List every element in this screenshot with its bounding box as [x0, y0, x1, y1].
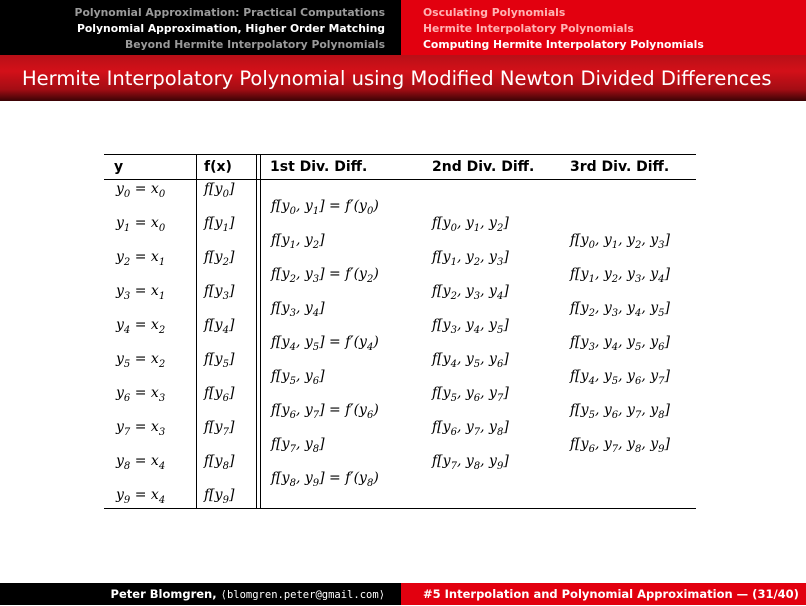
fx-cell: $f[y_8]$	[204, 453, 235, 472]
slide-title: Hermite Interpolatory Polynomial using Modified Newton Divided Differences	[22, 67, 772, 90]
fx-cell: $f[y_1]$	[204, 215, 235, 234]
header-third-diff: 3rd Div. Diff.	[570, 159, 670, 175]
third-diff-cell: $f[y_4$, $y_5$, $y_6$, $y_7$]	[570, 368, 670, 387]
y-cell: $y_3 = x_1$	[116, 283, 166, 302]
first-diff-cell: $f[y_0$, $y_1] = f'(y_0)$	[271, 198, 379, 217]
first-diff-cell: $f[y_2$, $y_3] = f'(y_2)$	[271, 266, 379, 285]
y-cell: $y_8 = x_4$	[116, 453, 166, 472]
fx-cell: $f[y_2]$	[204, 249, 235, 268]
first-diff-cell: $f[y_5$, $y_6$]	[271, 368, 325, 387]
first-diff-cell: $f[y_1$, $y_2$]	[271, 232, 325, 251]
column-divider	[196, 154, 197, 509]
y-cell: $y_7 = x_3$	[116, 419, 166, 438]
y-cell: $y_2 = x_1$	[116, 249, 166, 268]
nav-section-3[interactable]: Beyond Hermite Interpolatory Polynomials	[125, 38, 385, 51]
header-second-diff: 2nd Div. Diff.	[432, 159, 535, 175]
fx-cell: $f[y_0]$	[204, 181, 235, 200]
header-navigation	[0, 0, 806, 55]
column-divider	[256, 154, 257, 509]
slide-title-bar	[0, 55, 806, 101]
second-diff-cell: $f[y_4$, $y_5$, $y_6$]	[432, 351, 509, 370]
second-diff-cell: $f[y_1$, $y_2$, $y_3$]	[432, 249, 509, 268]
author-email: ⟨blomgren.peter@gmail.com⟩	[220, 589, 385, 601]
third-diff-cell: $f[y_2$, $y_3$, $y_4$, $y_5$]	[570, 300, 670, 319]
nav-section-1[interactable]: Polynomial Approximation: Practical Computations	[74, 6, 385, 19]
fx-cell: $f[y_6]$	[204, 385, 235, 404]
second-diff-cell: $f[y_5$, $y_6$, $y_7$]	[432, 385, 509, 404]
footer-lecture-info: #5 Interpolation and Polynomial Approximation — (31/40)	[401, 583, 806, 605]
fx-cell: $f[y_4]$	[204, 317, 235, 336]
author-name: Peter Blomgren,	[110, 587, 217, 601]
table-header-rule	[104, 179, 696, 180]
nav-subsection-3-current[interactable]: Computing Hermite Interpolatory Polynomials	[423, 38, 704, 51]
y-cell: $y_9 = x_4$	[116, 487, 166, 506]
footer-author	[0, 583, 401, 605]
third-diff-cell: $f[y_0$, $y_1$, $y_2$, $y_3$]	[570, 232, 670, 251]
subsection-nav	[401, 0, 806, 55]
table-bottom-rule	[104, 508, 696, 509]
first-diff-cell: $f[y_4$, $y_5] = f'(y_4)$	[271, 334, 379, 353]
nav-section-2-current[interactable]: Polynomial Approximation, Higher Order Matching	[76, 22, 385, 35]
table-top-rule	[104, 154, 696, 155]
second-diff-cell: $f[y_2$, $y_3$, $y_4$]	[432, 283, 509, 302]
fx-cell: $f[y_7]$	[204, 419, 235, 438]
fx-cell: $f[y_9]$	[204, 487, 235, 506]
fx-cell: $f[y_3]$	[204, 283, 235, 302]
footer	[0, 583, 806, 605]
divided-difference-table	[104, 154, 696, 509]
second-diff-cell: $f[y_0$, $y_1$, $y_2$]	[432, 215, 509, 234]
y-cell: $y_5 = x_2$	[116, 351, 166, 370]
header-first-diff: 1st Div. Diff.	[270, 159, 368, 175]
third-diff-cell: $f[y_3$, $y_4$, $y_5$, $y_6$]	[570, 334, 670, 353]
y-cell: $y_4 = x_2$	[116, 317, 166, 336]
second-diff-cell: $f[y_7$, $y_8$, $y_9$]	[432, 453, 509, 472]
second-diff-cell: $f[y_3$, $y_4$, $y_5$]	[432, 317, 509, 336]
y-cell: $y_0 = x_0$	[116, 181, 166, 200]
section-nav	[0, 0, 401, 55]
nav-subsection-1[interactable]: Osculating Polynomials	[423, 6, 566, 19]
first-diff-cell: $f[y_8$, $y_9] = f'(y_8)$	[271, 470, 379, 489]
nav-subsection-2[interactable]: Hermite Interpolatory Polynomials	[423, 22, 634, 35]
third-diff-cell: $f[y_5$, $y_6$, $y_7$, $y_8$]	[570, 402, 670, 421]
column-divider	[260, 154, 261, 509]
first-diff-cell: $f[y_7$, $y_8$]	[271, 436, 325, 455]
y-cell: $y_1 = x_0$	[116, 215, 166, 234]
third-diff-cell: $f[y_6$, $y_7$, $y_8$, $y_9$]	[570, 436, 670, 455]
header-fx: f(x)	[204, 159, 232, 175]
first-diff-cell: $f[y_3$, $y_4$]	[271, 300, 325, 319]
header-y: y	[114, 159, 124, 175]
third-diff-cell: $f[y_1$, $y_2$, $y_3$, $y_4$]	[570, 266, 670, 285]
second-diff-cell: $f[y_6$, $y_7$, $y_8$]	[432, 419, 509, 438]
y-cell: $y_6 = x_3$	[116, 385, 166, 404]
fx-cell: $f[y_5]$	[204, 351, 235, 370]
first-diff-cell: $f[y_6$, $y_7] = f'(y_6)$	[271, 402, 379, 421]
